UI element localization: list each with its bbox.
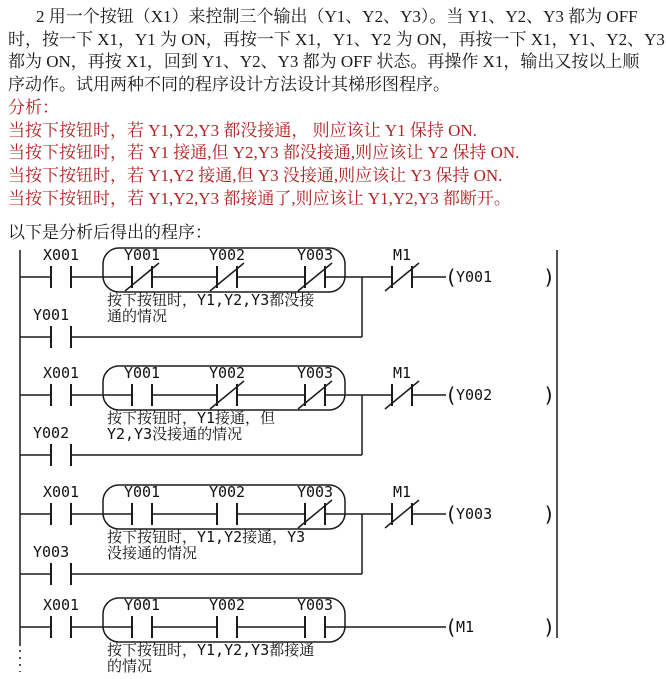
contact-label: Y001 [123, 596, 161, 614]
contact-Y003-nc [297, 364, 333, 409]
problem-paragraph-line: 序动作。试用两种不同的程序设计方法设计其梯形图程序。 [8, 75, 450, 95]
contact-label: M1 [392, 246, 412, 264]
contact-label: X001 [42, 483, 80, 501]
contact-label: M1 [392, 364, 412, 382]
analysis-line: 当按下按钮时，若 Y1,Y2,Y3 都接通了,则应该让 Y1,Y2,Y3 都断开。 [8, 188, 511, 208]
rung-note-line2: 没接通的情况 [107, 544, 198, 562]
contact-label: Y001 [123, 246, 161, 264]
contact-X001-no [43, 596, 79, 638]
contact-label: Y002 [208, 483, 246, 501]
branch-contact-label: Y001 [33, 306, 70, 324]
contact-Y002-nc [209, 364, 245, 409]
contact-label: X001 [42, 246, 80, 264]
contact-M1-nc [385, 246, 419, 291]
contact-label: X001 [42, 364, 80, 382]
contact-X001-no [43, 364, 79, 406]
analysis-heading: 分析： [8, 97, 59, 117]
rung-note-line2: 通的情况 [107, 307, 168, 325]
coil-open-paren: ( [445, 502, 458, 526]
coil-open-paren: ( [445, 265, 458, 289]
rung-4 [20, 596, 555, 675]
contact-label: Y003 [296, 364, 334, 382]
coil-close-paren: ) [543, 615, 556, 639]
coil-close-paren: ) [543, 383, 556, 407]
rung-note-line2: 的情况 [107, 657, 153, 675]
problem-paragraph-line: 2 用一个按钮（X1）来控制三个输出（Y1、Y2、Y3）。当 Y1、Y2、Y3 都为 OFF [36, 7, 638, 26]
contact-label: Y001 [123, 483, 161, 501]
contact-Y003-no [297, 596, 333, 638]
contact-label: Y003 [296, 483, 334, 501]
rung-note-line1: 按下按钮时，Y1接通，但 [107, 409, 276, 427]
problem-paragraph-line: 都为 ON，再按 X1，回到 Y1、Y2、Y3 都为 OFF 状态。再操作 X1，输出又按以上顺 [8, 52, 640, 72]
coil-open-paren: ( [445, 383, 458, 407]
rung-note-line1: 按下按钮时，Y1,Y2,Y3都接通 [107, 641, 315, 659]
rung-note-line1: 按下按钮时，Y1,Y2,Y3都没接 [107, 291, 315, 309]
contact-Y001-no [124, 364, 160, 406]
contact-X001-no [43, 246, 79, 288]
contact-Y003-nc [297, 483, 333, 528]
coil-close-paren: ) [543, 502, 556, 526]
contact-Y003-nc [297, 246, 333, 291]
contact-label: M1 [392, 483, 412, 501]
branch-contact-label: Y002 [33, 424, 70, 442]
contact-label: Y003 [296, 246, 334, 264]
contact-label: Y002 [208, 596, 246, 614]
contact-Y002-no [209, 483, 245, 525]
program-intro-line: 以下是分析后得出的程序： [8, 223, 212, 243]
contact-Y001-no [124, 483, 160, 525]
contact-label: X001 [42, 596, 80, 614]
contact-X001-no [43, 483, 79, 525]
rung-1 [20, 246, 555, 348]
contact-M1-nc [385, 483, 419, 528]
coil-label: M1 [456, 618, 475, 636]
rung-3 [20, 483, 555, 585]
contact-label: Y003 [296, 596, 334, 614]
analysis-line: 当按下按钮时，若 Y1,Y2,Y3 都没接通， 则应该让 Y1 保持 ON. [8, 120, 477, 140]
contact-M1-nc [385, 364, 419, 409]
problem-paragraph-line: 时，按一下 X1，Y1 为 ON，再按一下 X1，Y1、Y2 为 ON，再按一下 X1，Y1、Y2、Y3 [8, 29, 665, 49]
coil-label: Y001 [456, 268, 493, 286]
contact-Y001-no [124, 596, 160, 638]
rung-2 [20, 364, 555, 466]
contact-label: Y002 [208, 364, 246, 382]
contact-Y002-nc [209, 246, 245, 291]
coil-close-paren: ) [543, 265, 556, 289]
rung-note-line1: 按下按钮时，Y1,Y2接通，Y3 [107, 528, 306, 546]
coil-label: Y003 [456, 505, 493, 523]
analysis-line: 当按下按钮时，若 Y1 接通,但 Y2,Y3 都没接通,则应该让 Y2 保持 ON. [8, 143, 520, 163]
contact-label: Y001 [123, 364, 161, 382]
contact-Y001-nc [124, 246, 160, 291]
coil-label: Y002 [456, 386, 493, 404]
branch-contact-label: Y003 [33, 543, 70, 561]
rung-note-line2: Y2,Y3没接通的情况 [107, 425, 243, 443]
analysis-line: 当按下按钮时，若 Y1,Y2 接通,但 Y3 没接通,则应该让 Y3 保持 ON. [8, 165, 503, 185]
coil-open-paren: ( [445, 615, 458, 639]
contact-label: Y002 [208, 246, 246, 264]
contact-Y002-no [209, 596, 245, 638]
